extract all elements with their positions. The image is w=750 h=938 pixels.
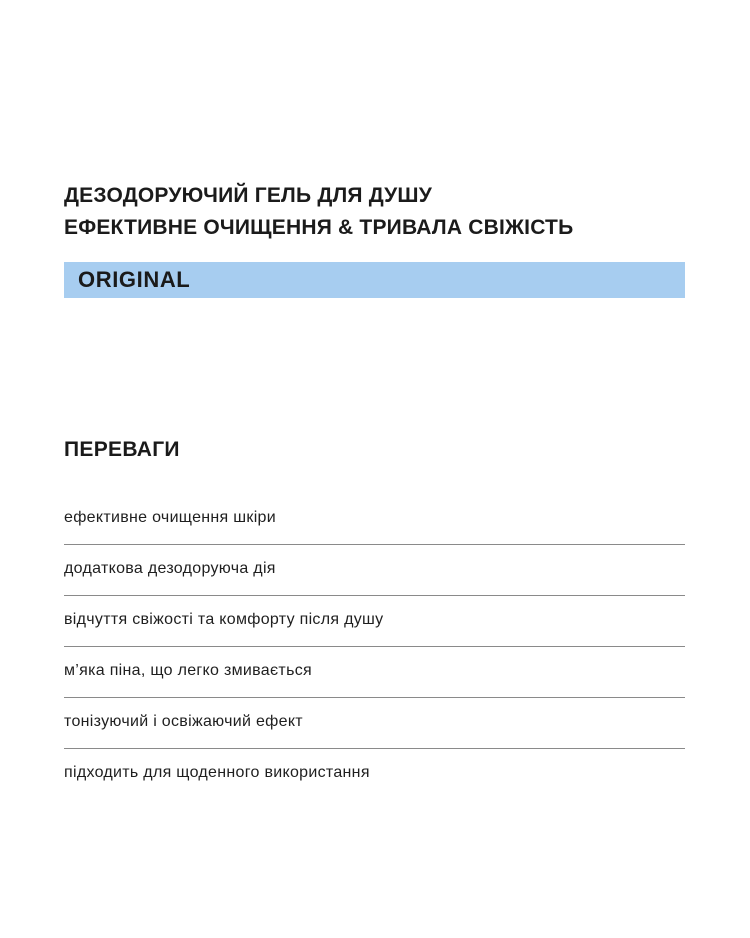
title-line-claim: ЕФЕКТИВНЕ ОЧИЩЕННЯ & ТРИВАЛА СВІЖІСТЬ [64, 216, 574, 239]
benefit-item [64, 545, 685, 596]
benefit-item-text: тонізуючий і освіжаючий ефект [64, 713, 303, 730]
benefit-item-text: відчуття свіжості та комфорту після душу [64, 611, 384, 628]
benefits-section [64, 436, 685, 800]
variant-band [64, 262, 685, 298]
benefit-item [64, 494, 685, 545]
product-title [64, 180, 686, 244]
benefit-item [64, 698, 685, 749]
benefit-item [64, 596, 685, 647]
benefit-item [64, 647, 685, 698]
benefit-item-text: м’яка піна, що легко змивається [64, 662, 312, 679]
title-line-product-type: ДЕЗОДОРУЮЧИЙ ГЕЛЬ ДЛЯ ДУШУ [64, 184, 432, 207]
benefit-item-text: додаткова дезодоруюча дія [64, 560, 276, 577]
benefits-heading: ПЕРЕВАГИ [64, 438, 180, 461]
benefit-item-text: підходить для щоденного використання [64, 764, 370, 781]
benefit-item [64, 749, 685, 800]
benefit-list [64, 494, 685, 800]
variant-label: ORIGINAL [78, 267, 191, 292]
benefit-item-text: ефективне очищення шкіри [64, 509, 276, 526]
